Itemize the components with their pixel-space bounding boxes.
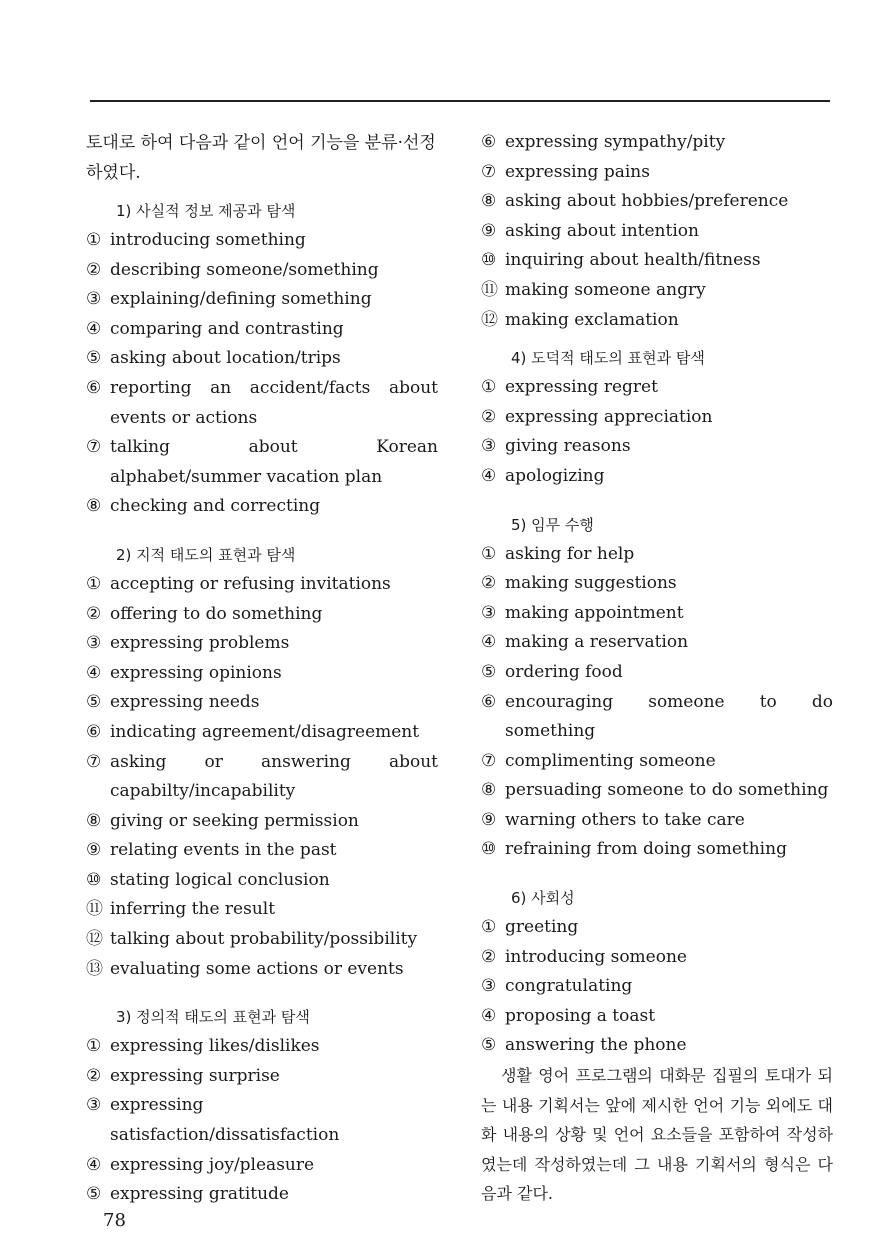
list-item [481,276,833,306]
list-item [481,462,833,492]
item-text: relating events in the past [110,840,337,861]
item-text: expressing problems [110,633,290,654]
item-number: ① [481,377,497,398]
list-item [481,628,833,658]
list-item [86,718,438,748]
item-text: ordering food [505,661,623,682]
list-item [86,925,438,955]
list-item [86,629,438,659]
item-text: encouraging someone to do something [505,691,833,742]
page-number: 78 [103,1210,126,1231]
list-item [86,1180,438,1210]
item-number: ⑧ [86,496,102,517]
item-number: ⑩ [86,869,102,890]
item-text: congratulating [505,976,633,997]
item-number: ⑫ [481,309,498,330]
item-number: ⑤ [86,692,102,713]
item-number: ③ [481,436,497,457]
item-number: ④ [86,1154,102,1175]
item-number: ② [481,573,497,594]
item-text: complimenting someone [505,750,716,771]
item-text: proposing a toast [505,1005,656,1026]
item-number: ① [86,1036,102,1057]
item-number: ⑥ [481,132,497,152]
item-text: expressing joy/pleasure [110,1154,315,1175]
list-item [86,600,438,630]
item-text: inquiring about health/fitness [505,250,761,271]
list-item [481,835,833,865]
item-text: offering to do something [110,603,323,624]
list-item [86,1062,438,1092]
item-text: refraining from doing something [505,839,787,860]
list-item [481,432,833,462]
item-text: expressing opinions [110,662,282,683]
section-title: 6) 사회성 [511,889,575,908]
item-number: ⑥ [86,377,102,398]
list-item [86,807,438,837]
item-number: ⑦ [86,751,102,772]
item-text: expressing satisfaction/dissatisfaction [110,1095,340,1146]
item-number: ⑪ [86,899,103,920]
section-title: 5) 임무 수행 [511,515,594,534]
section-title: 4) 도덕적 태도의 표현과 탐색 [511,349,705,368]
closing-paragraph: 생활 영어 프로그램의 대화문 집필의 토대가 되는 내용 기획서는 앞에 제시한 언어 기능 외에도 대화 내용의 상황 및 언어 요소들을 포함하여 작성하였는데 작성하였는데 그 내용 기획서의 형식은 다음과 같다. [481,1066,833,1204]
item-text: talking about Korean alphabet/summer vacation plan [110,437,438,487]
item-number: ④ [481,465,497,486]
list-item [86,748,438,807]
item-text: expressing needs [110,692,260,713]
item-text: asking about location/trips [110,348,341,369]
item-number: ⑤ [481,1035,497,1056]
list-item [481,972,833,1002]
item-text: expressing sympathy/pity [505,132,726,152]
item-text: expressing surprise [110,1065,280,1086]
item-number: ② [481,946,497,967]
item-number: ④ [481,632,497,653]
item-text: asking about hobbies/preference [505,191,789,212]
item-text: making appointment [505,602,684,623]
list-item [481,1031,833,1061]
list-item [481,569,833,599]
left-column [86,128,438,1210]
item-number: ④ [86,662,102,683]
item-text: persuading someone to do something [505,780,829,801]
section-title: 1) 사실적 정보 제공과 탐색 [116,202,296,220]
item-number: ⑤ [86,348,102,369]
item-number: ⑨ [481,809,497,830]
list-item [481,246,833,276]
item-text: explaining/defining something [110,289,372,310]
list-item [481,943,833,973]
item-text: warning others to take care [505,809,745,830]
list-item [481,403,833,433]
item-text: giving reasons [505,436,631,457]
item-text: comparing and contrasting [110,318,344,339]
list-item [86,570,438,600]
item-text: talking about probability/possibility [110,929,418,950]
item-text: expressing likes/dislikes [110,1036,320,1057]
item-text: asking for help [505,543,635,564]
list-item [86,1151,438,1181]
item-number: ② [481,406,497,427]
right-column [481,128,833,1209]
list-item [86,955,438,985]
list-item [86,659,438,689]
item-number: ② [86,603,102,624]
item-number: ⑩ [481,839,497,860]
list-item [481,373,833,403]
item-number: ① [481,543,497,564]
item-number: ⑤ [86,1184,102,1205]
list-item [86,866,438,896]
item-text: inferring the result [110,899,276,920]
list-item [481,776,833,806]
item-number: ② [86,1065,102,1086]
item-text: making someone angry [505,279,706,300]
item-number: ③ [481,602,497,623]
item-text: accepting or refusing invitations [110,573,391,594]
item-text: introducing someone [505,946,687,967]
item-text: reporting an accident/facts about events or actions [110,377,438,428]
list-item [86,1091,438,1150]
item-number: ⑥ [481,691,497,712]
item-text: making suggestions [505,573,677,594]
item-number: ⑥ [86,721,102,742]
item-text: introducing something [110,230,306,250]
item-number: ⑧ [481,191,497,212]
item-number: ① [86,230,102,250]
list-item [481,158,833,188]
item-number: ⑦ [86,437,102,458]
item-number: ⑫ [86,929,103,950]
item-number: ⑩ [481,250,497,271]
item-text: asking about intention [505,220,699,241]
list-item [481,913,833,943]
item-number: ③ [86,633,102,654]
list-item [481,217,833,247]
list-item [481,806,833,836]
item-number: ① [86,573,102,594]
list-item [86,895,438,925]
item-number: ⑦ [481,750,497,771]
list-item [481,599,833,629]
list-item [481,540,833,570]
header-rule [90,100,830,102]
list-item [86,1032,438,1062]
item-text: stating logical conclusion [110,869,330,890]
intro-text: 토대로 하여 다음과 같이 언어 기능을 분류·선정하였다. [86,133,436,183]
item-text: expressing pains [505,161,650,182]
item-number: ③ [86,289,102,310]
item-number: ⑤ [481,661,497,682]
item-text: apologizing [505,465,605,486]
section-title: 2) 지적 태도의 표현과 탐색 [116,545,296,564]
item-text: answering the phone [505,1035,687,1056]
list-item [481,658,833,688]
item-number: ② [86,259,102,280]
list-item [86,315,438,345]
item-number: ③ [481,976,497,997]
item-text: expressing gratitude [110,1184,289,1205]
list-item [481,747,833,777]
item-text: expressing regret [505,377,658,398]
list-item [86,256,438,286]
list-item [86,344,438,374]
item-number: ⑨ [86,840,102,861]
item-text: asking or answering about capabilty/incapability [110,751,438,802]
list-item [86,285,438,315]
list-item [86,836,438,866]
list-item [86,374,438,433]
item-number: ① [481,917,497,938]
item-number: ⑦ [481,161,497,182]
item-text: expressing appreciation [505,406,713,427]
item-text: making exclamation [505,309,679,330]
list-item [86,688,438,718]
item-number: ⑪ [481,279,498,300]
list-item [481,187,833,217]
list-item [86,226,438,256]
item-number: ⑬ [86,958,103,979]
list-item [86,492,438,522]
item-number: ④ [86,318,102,339]
item-number: ⑧ [481,780,497,801]
list-item [481,128,833,158]
section-title: 3) 정의적 태도의 표현과 탐색 [116,1008,310,1027]
item-number: ④ [481,1005,497,1026]
item-number: ⑨ [481,220,497,241]
list-item [481,1002,833,1032]
item-number: ③ [86,1095,102,1116]
item-text: evaluating some actions or events [110,958,404,979]
item-text: indicating agreement/disagreement [110,721,420,742]
item-text: giving or seeking permission [110,810,359,831]
list-item [86,433,438,492]
item-text: checking and correcting [110,496,321,517]
list-item [481,688,833,747]
item-number: ⑧ [86,810,102,831]
list-item [481,306,833,336]
item-text: greeting [505,917,579,938]
item-text: describing someone/something [110,259,379,280]
item-text: making a reservation [505,632,689,653]
